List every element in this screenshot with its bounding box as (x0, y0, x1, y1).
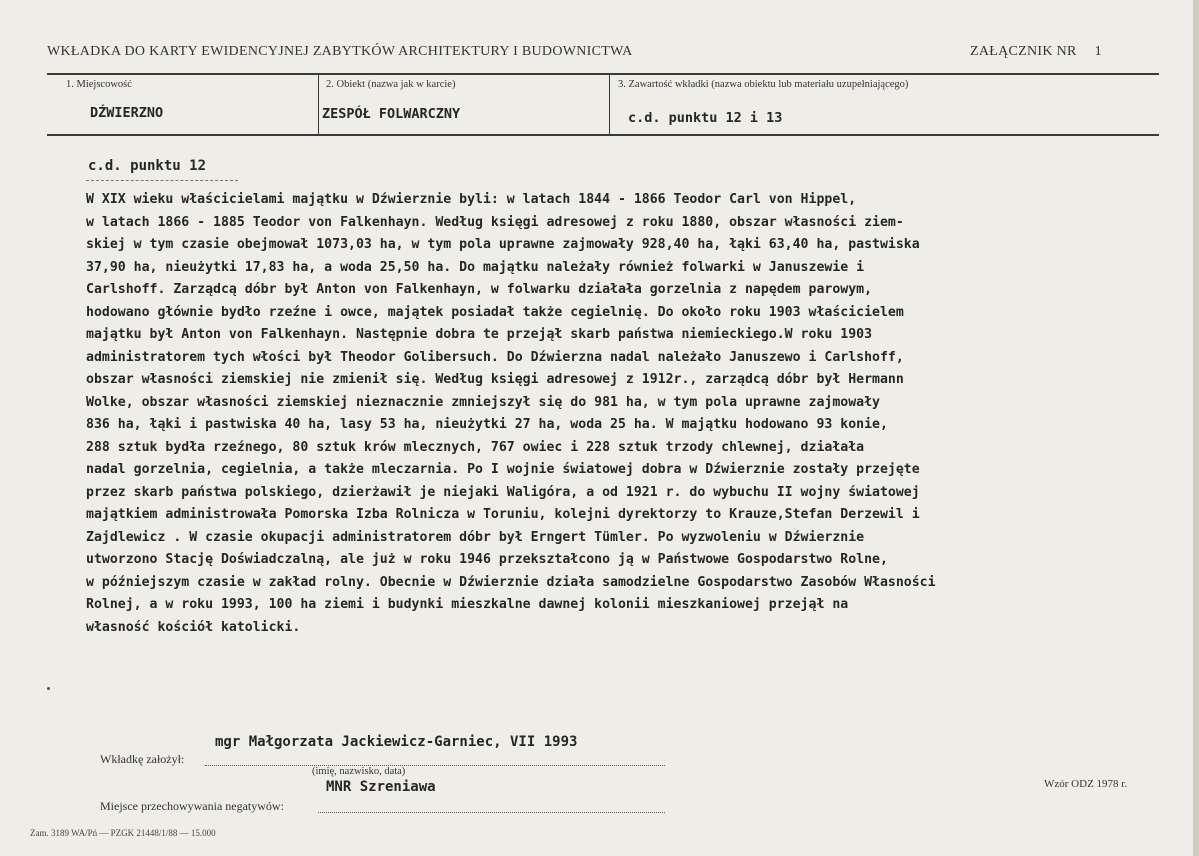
attachment-header (970, 44, 1102, 60)
text-line: majątkiem administrowała Pomorska Izba Rolnicza w Toruniu, kolejni dyrektorzy to Krauze,Stefan Derzewil i (86, 507, 920, 522)
attachment-number: 1 (1094, 44, 1102, 59)
text-line: Carlshoff. Zarządcą dóbr był Anton von Falkenhayn, w folwarku działała gorzelnia z napędem parowym, (86, 282, 873, 297)
text-line: w latach 1866 - 1885 Teodor von Falkenhayn. Według księgi adresowej z roku 1880, obszar własności ziem- (86, 214, 904, 230)
print-info: Zam. 3189 WA/Pń — PZGK 21448/1/88 — 15.000 (30, 828, 216, 838)
content-label: 3. Zawartość wkładki (nazwa obiektu lub materiału uzupełniającego) (618, 79, 909, 90)
object-label: 2. Obiekt (nazwa jak w karcie) (326, 79, 456, 90)
text-line: administratorem tych włości był Theodor Golibersuch. Do Dźwierzna nadal należało Januszewo i Carlshoff, (86, 349, 904, 365)
text-line: 288 sztuk bydła rzeźnego, 80 sztuk krów mlecznych, 767 owiec i 228 sztuk trzody chlewnej, działała (86, 439, 865, 455)
heading-underline (86, 180, 238, 181)
form-model: Wzór ODZ 1978 r. (1044, 778, 1128, 790)
text-line: hodowano głównie bydło rzeźne i owce, majątek posiadał także cegielnię. Do około roku 1903 właścicielem (86, 304, 904, 320)
negatives-value: MNR Szreniawa (326, 779, 436, 795)
section-heading: c.d. punktu 12 (88, 158, 207, 174)
text-line: Rolnej, a w roku 1993, 100 ha ziemi i budynki mieszkalne dawnej kolonii mieszkaniowej przejął na (86, 597, 849, 612)
form-title: WKŁADKA DO KARTY EWIDENCYJNEJ ZABYTKÓW ARCHITEKTURY I BUDOWNICTWA (47, 44, 633, 59)
field-divider-2 (609, 75, 610, 134)
location-value: DŹWIERZNO (90, 105, 164, 121)
text-line: 37,90 ha, nieużytki 17,83 ha, a woda 25,50 ha. Do majątku należały również folwarki w Januszewie i (86, 259, 865, 275)
founder-value: mgr Małgorzata Jackiewicz-Garniec, VII 1993 (215, 734, 578, 750)
text-line: Wolke, obszar własności ziemskiej nieznacznie zmniejszył się do 981 ha, w tym pola uprawne zajmowały (86, 394, 880, 410)
object-value: ZESPÓŁ FOLWARCZNY (322, 106, 461, 122)
founder-label: Wkładkę założył: (100, 752, 185, 766)
text-line: przez skarb państwa polskiego, dzierżawił je niejaki Waligóra, a od 1921 r. do wybuchu II wojny światowej (86, 484, 920, 500)
text-line: 836 ha, łąki i pastwiska 40 ha, lasy 53 ha, nieużytki 27 ha, woda 25 ha. W majątku hodowano 93 konie, (86, 417, 888, 432)
negatives-dotted-line (318, 812, 665, 813)
paper-edge (1193, 0, 1199, 856)
fields-bottom-rule (47, 134, 1159, 136)
text-line: utworzono Stację Doświadczalną, ale już w roku 1946 przekształcono ją w Państwowe Gospodarstwo Rolne, (86, 552, 888, 567)
body-text (86, 189, 1156, 639)
text-line: w późniejszym czasie w zakład rolny. Obecnie w Dźwierznie działa samodzielne Gospodarstwo Zasobów Własności (86, 574, 936, 590)
founder-dotted-line (205, 765, 665, 766)
text-line: obszar własności ziemskiej nie zmienił się. Według księgi adresowej z 1912r., zarządcą dóbr był Hermann (86, 372, 904, 387)
attachment-label: ZAŁĄCZNIK NR (970, 44, 1077, 59)
text-line: nadal gorzelnia, cegielnia, a także mleczarnia. Po I wojnie światowej dobra w Dźwierznie zostały przejęte (86, 462, 920, 477)
text-line: W XIX wieku właścicielami majątku w Dźwierznie byli: w latach 1844 - 1866 Teodor Carl von Hippel, (86, 192, 857, 207)
text-line: skiej w tym czasie obejmował 1073,03 ha, w tym pola uprawne zajmowały 928,40 ha, łąki 63,40 ha, pastwiska (86, 237, 920, 252)
paper-speck (47, 687, 50, 690)
location-label: 1. Miejscowość (66, 79, 132, 90)
text-line: majątku był Anton von Falkenhayn. Następnie dobra te przejął skarb państwa niemieckiego.W roku 1903 (86, 327, 873, 342)
negatives-label: Miejsce przechowywania negatywów: (100, 799, 284, 813)
top-rule (47, 73, 1159, 75)
text-line: własność kościół katolicki. (86, 619, 301, 635)
text-line: Zajdlewicz . W czasie okupacji administratorem dóbr był Erngert Tümler. Po wyzwoleniu w Dźwierznie (86, 529, 865, 545)
content-value: c.d. punktu 12 i 13 (628, 110, 783, 126)
field-divider-1 (318, 75, 319, 134)
founder-hint: (imię, nazwisko, data) (312, 766, 406, 777)
